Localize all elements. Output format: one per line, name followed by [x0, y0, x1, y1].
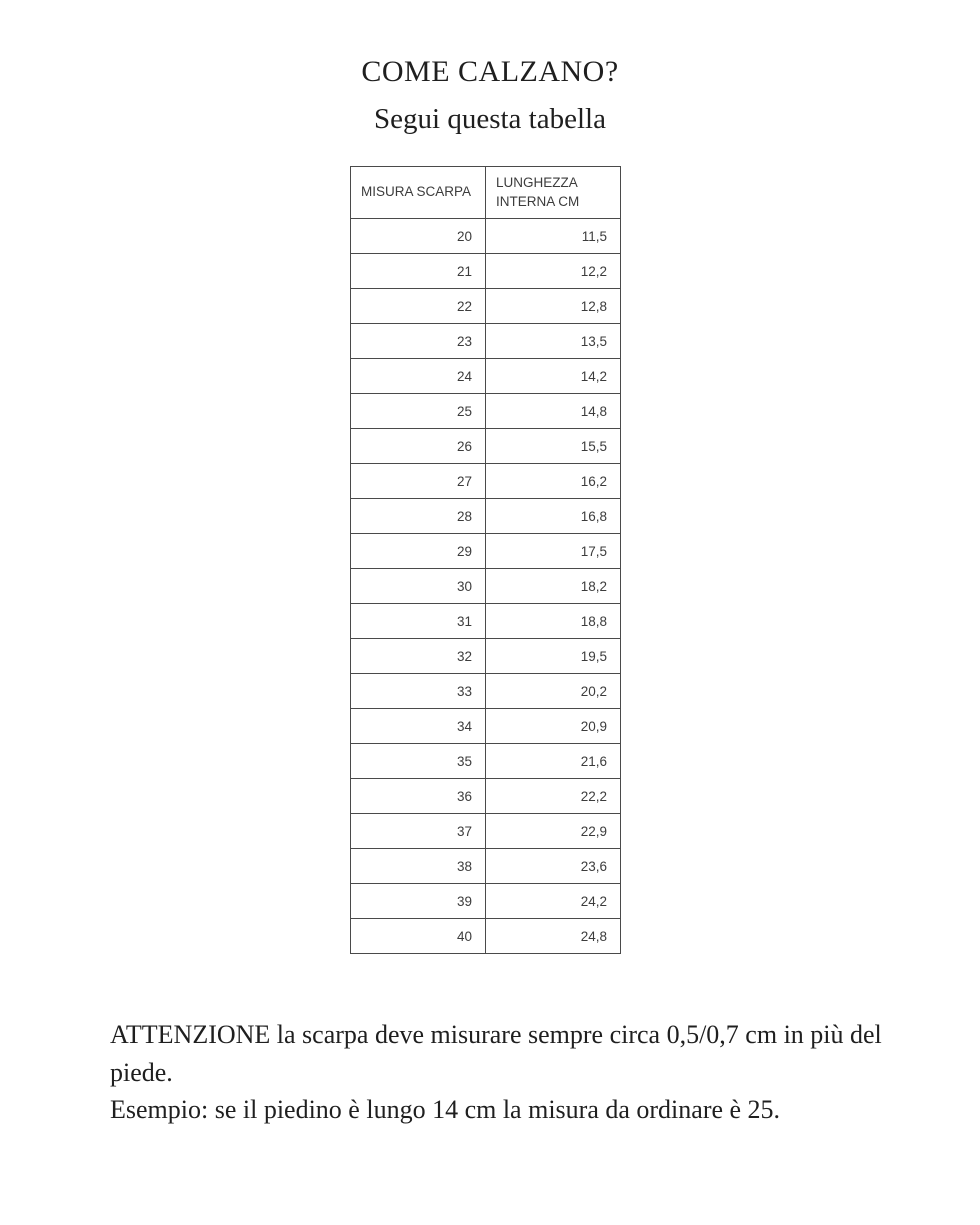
size-cell: 37 [351, 814, 486, 849]
column-header-misura-scarpa: MISURA SCARPA [351, 167, 486, 219]
size-cell: 31 [351, 604, 486, 639]
table-row [351, 464, 621, 499]
footer-warning-text: ATTENZIONE la scarpa deve misurare sempre circa 0,5/0,7 cm in più del piede. [110, 1020, 882, 1087]
table-row [351, 814, 621, 849]
size-cell: 25 [351, 394, 486, 429]
size-cell: 20 [351, 219, 486, 254]
page-footer [110, 1016, 890, 1129]
size-cell: 22 [351, 289, 486, 324]
size-cell: 33 [351, 674, 486, 709]
length-cell: 16,2 [486, 464, 621, 499]
table-row [351, 604, 621, 639]
table-row [351, 254, 621, 289]
length-cell: 17,5 [486, 534, 621, 569]
table-row [351, 429, 621, 464]
table-row [351, 324, 621, 359]
table-row [351, 919, 621, 954]
length-cell: 14,2 [486, 359, 621, 394]
length-cell: 13,5 [486, 324, 621, 359]
length-cell: 20,9 [486, 709, 621, 744]
length-cell: 23,6 [486, 849, 621, 884]
size-cell: 36 [351, 779, 486, 814]
length-cell: 12,8 [486, 289, 621, 324]
length-cell: 16,8 [486, 499, 621, 534]
length-cell: 19,5 [486, 639, 621, 674]
size-cell: 24 [351, 359, 486, 394]
length-cell: 18,8 [486, 604, 621, 639]
size-cell: 27 [351, 464, 486, 499]
size-cell: 38 [351, 849, 486, 884]
column-header-lunghezza-interna: LUNGHEZZA INTERNA CM [486, 167, 621, 219]
size-cell: 39 [351, 884, 486, 919]
size-cell: 40 [351, 919, 486, 954]
size-table-body [351, 219, 621, 954]
size-cell: 21 [351, 254, 486, 289]
length-cell: 22,2 [486, 779, 621, 814]
footer-example-text: Esempio: se il piedino è lungo 14 cm la misura da ordinare è 25. [110, 1095, 781, 1125]
length-cell: 11,5 [486, 219, 621, 254]
size-cell: 29 [351, 534, 486, 569]
length-cell: 15,5 [486, 429, 621, 464]
table-row [351, 744, 621, 779]
table-row [351, 499, 621, 534]
table-row [351, 534, 621, 569]
length-cell: 24,2 [486, 884, 621, 919]
length-cell: 20,2 [486, 674, 621, 709]
size-table-header [351, 167, 621, 219]
header-row [351, 167, 621, 219]
length-cell: 24,8 [486, 919, 621, 954]
size-cell: 28 [351, 499, 486, 534]
table-row [351, 674, 621, 709]
page-header [0, 0, 980, 136]
table-row [351, 884, 621, 919]
size-cell: 35 [351, 744, 486, 779]
page-title: COME CALZANO? [361, 55, 619, 88]
length-cell: 18,2 [486, 569, 621, 604]
size-cell: 32 [351, 639, 486, 674]
table-row [351, 639, 621, 674]
table-row [351, 569, 621, 604]
length-cell: 21,6 [486, 744, 621, 779]
size-cell: 26 [351, 429, 486, 464]
table-row [351, 289, 621, 324]
page-subtitle: Segui questa tabella [374, 103, 606, 135]
table-row [351, 779, 621, 814]
table-row [351, 849, 621, 884]
table-row [351, 709, 621, 744]
size-cell: 23 [351, 324, 486, 359]
length-cell: 12,2 [486, 254, 621, 289]
size-cell: 34 [351, 709, 486, 744]
length-cell: 22,9 [486, 814, 621, 849]
table-row [351, 394, 621, 429]
size-cell: 30 [351, 569, 486, 604]
table-row [351, 359, 621, 394]
length-cell: 14,8 [486, 394, 621, 429]
size-table [350, 166, 621, 954]
table-row [351, 219, 621, 254]
